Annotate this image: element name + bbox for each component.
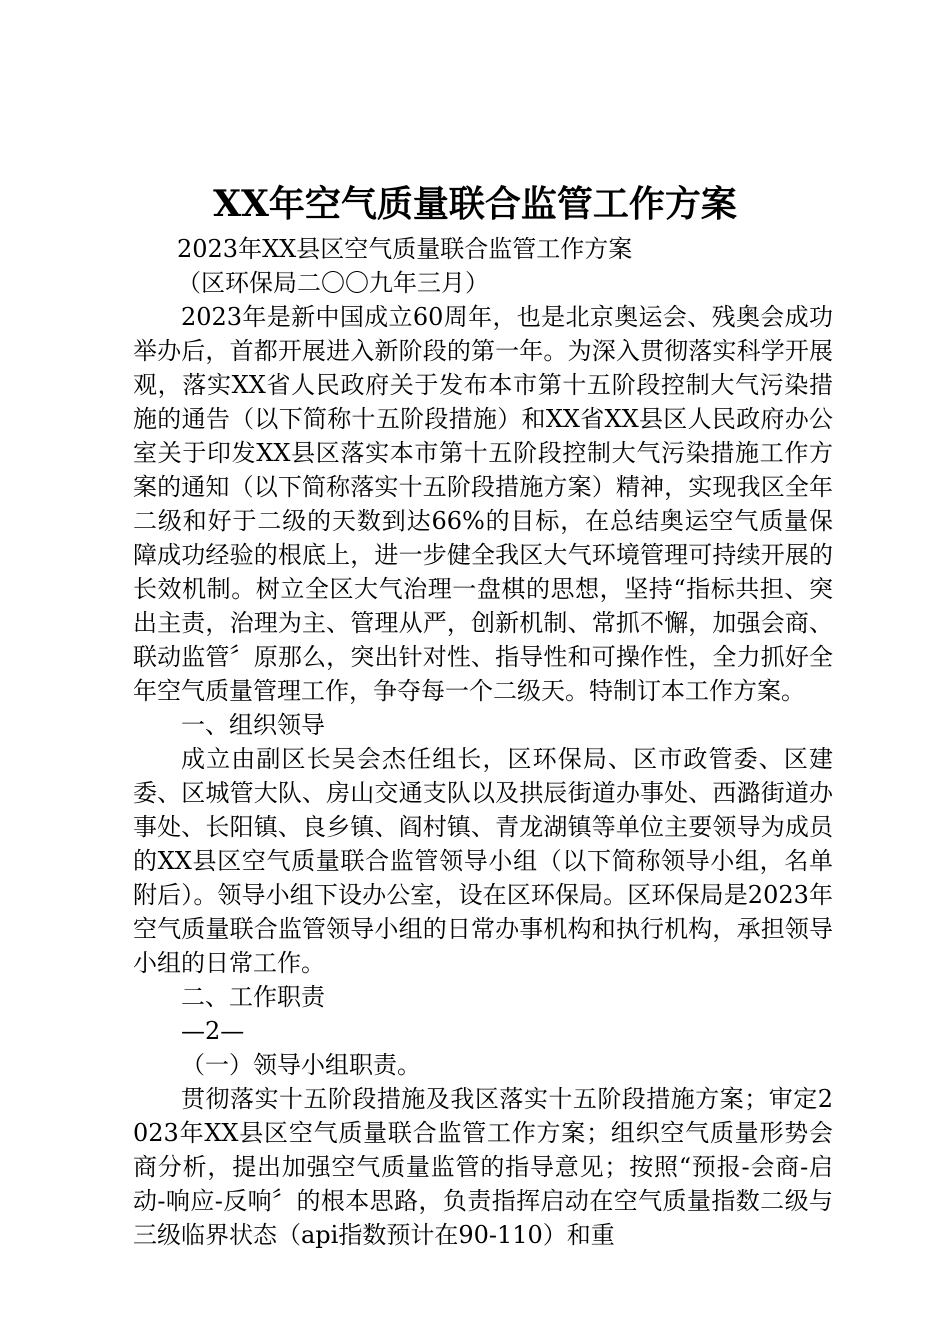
issuer-line: （区环保局二〇〇九年三月）	[177, 269, 489, 297]
intro-paragraph: 2023年是新中国成立60周年，也是北京奥运会、残奥会成功举办后，首都开展进入新阶段的第一年。为深入贯彻落实科学开展观，落实XX省人民政府关于发布本市第十五阶段控制大气污染措施的通告（以下简称十五阶段措施）和XX省XX县区人民政府办公室关于印发XX县区落实本市第十五阶段控制大气污染措施工作方案的通知（以下简称落实十五阶段措施方案）精神，实现我区全年二级和好于二级的天数到达66%的目标，在总结奥运空气质量保障成功经验的根底上，进一步健全我区大气环境管理可持续开展的长效机制。树立全区大气治理一盘棋的思想，坚持“指标共担、突出主责，治理为主、管理从严，创新机制、常抓不懈，加强会商、联动监管〞原那么，突出针对性、指导性和可操作性，全力抓好全年空气质量管理工作，争夺每一个二级天。特制订本工作方案。	[133, 303, 833, 705]
section-1-paragraph: 成立由副区长吴会杰任组长，区环保局、区市政管委、区建委、区城管大队、房山交通支队以及拱辰街道办事处、西潞街道办事处、长阳镇、良乡镇、阎村镇、青龙湖镇等单位主要领导为成员的XX县区空气质量联合监管领导小组（以下简称领导小组，名单附后）。领导小组下设办公室，设在区环保局。区环保局是2023年空气质量联合监管领导小组的日常办事机构和执行机构，承担领导小组的日常工作。	[133, 745, 833, 977]
page-marker: —2—	[181, 1017, 245, 1045]
section-1-heading: 一、组织领导	[181, 711, 325, 739]
subsection-1-paragraph: 贯彻落实十五阶段措施及我区落实十五阶段措施方案；审定2023年XX县区空气质量联合监管工作方案；组织空气质量形势会商分析，提出加强空气质量监管的指导意见；按照“预报-会商-启动-响应-反响〞的根本思路，负责指挥启动在空气质量指数二级与三级临界状态（api指数预计在90-110）和重	[133, 1085, 833, 1249]
subsection-1-heading: （一）领导小组职责。	[181, 1051, 421, 1079]
document-title: XX年空气质量联合监管工作方案	[213, 183, 737, 225]
document-body	[133, 232, 833, 1252]
document-subtitle: 2023年XX县区空气质量联合监管工作方案	[177, 235, 633, 263]
section-2-heading: 二、工作职责	[181, 983, 325, 1011]
